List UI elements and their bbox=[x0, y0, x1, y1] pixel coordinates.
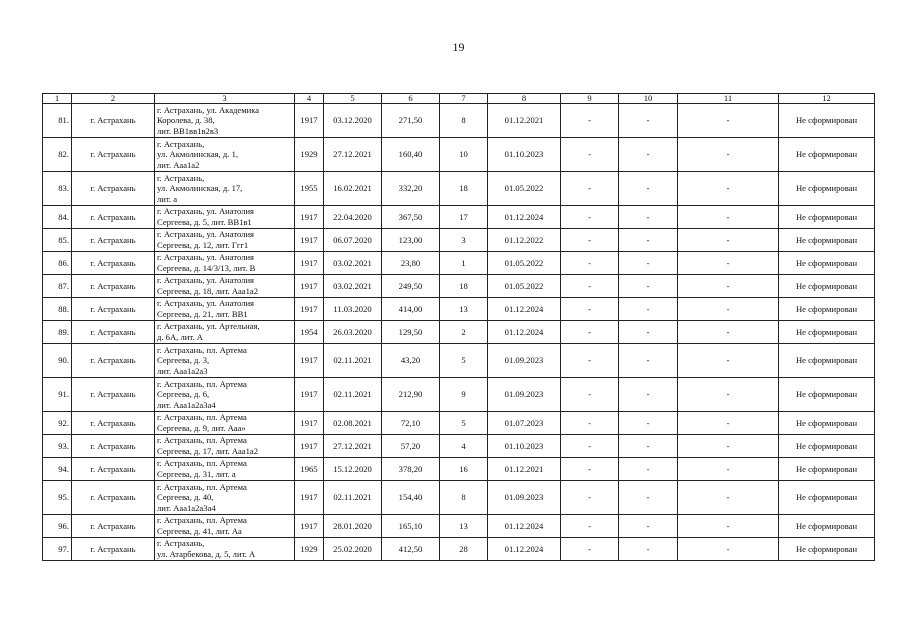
area-cell: 378,20 bbox=[382, 458, 440, 481]
column-9-cell: - bbox=[561, 104, 619, 138]
address-line: г. Астрахань, пл. Артема bbox=[157, 378, 247, 389]
column-11-cell: - bbox=[678, 515, 779, 538]
deadline-date-cell: 01.12.2024 bbox=[488, 298, 561, 321]
table-row bbox=[43, 206, 875, 229]
address-line: Сергеева, д. 21, лит. ВВ1 bbox=[157, 309, 248, 319]
address-line: Сергеева, д. 41, лит. Аа bbox=[157, 526, 242, 536]
column-11-cell: - bbox=[678, 538, 779, 561]
build-year-cell: 1954 bbox=[295, 321, 324, 344]
address-line: г. Астрахань, ул. Артельная, bbox=[157, 321, 260, 332]
build-year-cell: 1917 bbox=[295, 298, 324, 321]
residents-count-cell: 4 bbox=[440, 435, 488, 458]
city-cell: г. Астрахань bbox=[72, 298, 155, 321]
residents-count-cell: 18 bbox=[440, 172, 488, 206]
column-11-cell: - bbox=[678, 206, 779, 229]
area-cell: 43,20 bbox=[382, 344, 440, 378]
table-row bbox=[43, 435, 875, 458]
deadline-date-cell: 01.09.2023 bbox=[488, 344, 561, 378]
address-line: г. Астрахань, ул. Анатолия bbox=[157, 275, 255, 286]
inspection-date-cell: 03.12.2020 bbox=[324, 104, 382, 138]
column-11-cell: - bbox=[678, 481, 779, 515]
status-cell: Не сформирован bbox=[779, 138, 875, 172]
build-year-cell: 1955 bbox=[295, 172, 324, 206]
column-10-cell: - bbox=[619, 104, 678, 138]
column-10-cell: - bbox=[619, 378, 678, 412]
area-cell: 165,10 bbox=[382, 515, 440, 538]
address-line: г. Астрахань, ул. Анатолия bbox=[157, 298, 255, 309]
address-cell bbox=[155, 412, 295, 435]
column-11-cell: - bbox=[678, 104, 779, 138]
address-line: Сергеева, д. 40, bbox=[157, 492, 214, 503]
column-header: 3 bbox=[155, 94, 295, 104]
area-cell: 154,40 bbox=[382, 481, 440, 515]
area-cell: 249,50 bbox=[382, 275, 440, 298]
inspection-date-cell: 27.12.2021 bbox=[324, 435, 382, 458]
row-number-cell: 96. bbox=[43, 515, 72, 538]
row-number-cell: 87. bbox=[43, 275, 72, 298]
address-line: г. Астрахань, пл. Артема bbox=[157, 344, 247, 355]
deadline-date-cell: 01.12.2021 bbox=[488, 104, 561, 138]
city-cell: г. Астрахань bbox=[72, 206, 155, 229]
column-11-cell: - bbox=[678, 229, 779, 252]
inspection-date-cell: 26.03.2020 bbox=[324, 321, 382, 344]
housing-registry-table bbox=[42, 93, 875, 561]
address-cell bbox=[155, 252, 295, 275]
address-line: Сергеева, д. 17, лит. Ааа1а2 bbox=[157, 446, 259, 456]
address-cell bbox=[155, 435, 295, 458]
residents-count-cell: 16 bbox=[440, 458, 488, 481]
column-10-cell: - bbox=[619, 206, 678, 229]
address-line: г. Астрахань, пл. Артема bbox=[157, 481, 247, 492]
deadline-date-cell: 01.10.2023 bbox=[488, 435, 561, 458]
address-line: г. Астрахань, ул. Анатолия bbox=[157, 252, 255, 263]
column-9-cell: - bbox=[561, 252, 619, 275]
deadline-date-cell: 01.09.2023 bbox=[488, 481, 561, 515]
deadline-date-cell: 01.09.2023 bbox=[488, 378, 561, 412]
status-cell: Не сформирован bbox=[779, 275, 875, 298]
table-row bbox=[43, 252, 875, 275]
column-9-cell: - bbox=[561, 538, 619, 561]
column-9-cell: - bbox=[561, 435, 619, 458]
build-year-cell: 1965 bbox=[295, 458, 324, 481]
row-number-cell: 93. bbox=[43, 435, 72, 458]
city-cell: г. Астрахань bbox=[72, 275, 155, 298]
address-line: г. Астрахань, ул. Анатолия bbox=[157, 229, 255, 240]
status-cell: Не сформирован bbox=[779, 378, 875, 412]
address-cell bbox=[155, 229, 295, 252]
residents-count-cell: 18 bbox=[440, 275, 488, 298]
address-cell bbox=[155, 538, 295, 561]
status-cell: Не сформирован bbox=[779, 435, 875, 458]
table-row bbox=[43, 344, 875, 378]
deadline-date-cell: 01.12.2024 bbox=[488, 515, 561, 538]
column-header: 1 bbox=[43, 94, 72, 104]
deadline-date-cell: 01.12.2024 bbox=[488, 538, 561, 561]
build-year-cell: 1917 bbox=[295, 412, 324, 435]
table-row bbox=[43, 138, 875, 172]
residents-count-cell: 8 bbox=[440, 104, 488, 138]
build-year-cell: 1929 bbox=[295, 138, 324, 172]
address-line: Сергеева, д. 3, bbox=[157, 355, 210, 366]
build-year-cell: 1929 bbox=[295, 538, 324, 561]
residents-count-cell: 5 bbox=[440, 412, 488, 435]
column-10-cell: - bbox=[619, 298, 678, 321]
build-year-cell: 1917 bbox=[295, 481, 324, 515]
address-cell bbox=[155, 458, 295, 481]
residents-count-cell: 13 bbox=[440, 515, 488, 538]
deadline-date-cell: 01.05.2022 bbox=[488, 252, 561, 275]
column-10-cell: - bbox=[619, 275, 678, 298]
build-year-cell: 1917 bbox=[295, 252, 324, 275]
row-number-cell: 86. bbox=[43, 252, 72, 275]
status-cell: Не сформирован bbox=[779, 172, 875, 206]
table-row bbox=[43, 378, 875, 412]
column-11-cell: - bbox=[678, 252, 779, 275]
column-9-cell: - bbox=[561, 138, 619, 172]
area-cell: 367,50 bbox=[382, 206, 440, 229]
status-cell: Не сформирован bbox=[779, 458, 875, 481]
column-10-cell: - bbox=[619, 458, 678, 481]
build-year-cell: 1917 bbox=[295, 378, 324, 412]
deadline-date-cell: 01.05.2022 bbox=[488, 172, 561, 206]
address-line: г. Астрахань, bbox=[157, 172, 205, 183]
inspection-date-cell: 03.02.2021 bbox=[324, 275, 382, 298]
row-number-cell: 91. bbox=[43, 378, 72, 412]
row-number-cell: 90. bbox=[43, 344, 72, 378]
table-row bbox=[43, 275, 875, 298]
column-11-cell: - bbox=[678, 172, 779, 206]
build-year-cell: 1917 bbox=[295, 515, 324, 538]
city-cell: г. Астрахань bbox=[72, 321, 155, 344]
address-line: лит. Ааа1а2а3 bbox=[157, 365, 208, 376]
inspection-date-cell: 02.11.2021 bbox=[324, 344, 382, 378]
column-10-cell: - bbox=[619, 412, 678, 435]
inspection-date-cell: 06.07.2020 bbox=[324, 229, 382, 252]
address-line: лит. ВВ1вв1в2в3 bbox=[157, 125, 219, 136]
column-9-cell: - bbox=[561, 298, 619, 321]
column-header: 2 bbox=[72, 94, 155, 104]
column-11-cell: - bbox=[678, 275, 779, 298]
table-row bbox=[43, 172, 875, 206]
inspection-date-cell: 02.11.2021 bbox=[324, 481, 382, 515]
inspection-date-cell: 11.03.2020 bbox=[324, 298, 382, 321]
column-9-cell: - bbox=[561, 321, 619, 344]
city-cell: г. Астрахань bbox=[72, 458, 155, 481]
inspection-date-cell: 16.02.2021 bbox=[324, 172, 382, 206]
address-line: Сергеева, д. 18, лит. Ааа1а2 bbox=[157, 286, 259, 296]
row-number-cell: 88. bbox=[43, 298, 72, 321]
table-body bbox=[43, 104, 875, 561]
city-cell: г. Астрахань bbox=[72, 538, 155, 561]
status-cell: Не сформирован bbox=[779, 252, 875, 275]
address-line: г. Астрахань, ул. Академика bbox=[157, 104, 260, 115]
build-year-cell: 1917 bbox=[295, 229, 324, 252]
residents-count-cell: 5 bbox=[440, 344, 488, 378]
inspection-date-cell: 28.01.2020 bbox=[324, 515, 382, 538]
column-header: 5 bbox=[324, 94, 382, 104]
inspection-date-cell: 25.02.2020 bbox=[324, 538, 382, 561]
area-cell: 123,00 bbox=[382, 229, 440, 252]
address-line: г. Астрахань, пл. Артема bbox=[157, 435, 247, 446]
column-11-cell: - bbox=[678, 435, 779, 458]
deadline-date-cell: 01.12.2024 bbox=[488, 321, 561, 344]
status-cell: Не сформирован bbox=[779, 538, 875, 561]
residents-count-cell: 17 bbox=[440, 206, 488, 229]
area-cell: 23,80 bbox=[382, 252, 440, 275]
city-cell: г. Астрахань bbox=[72, 229, 155, 252]
address-line: лит. Ааа1а2 bbox=[157, 159, 200, 170]
address-line: Королева, д. 38, bbox=[157, 115, 215, 126]
address-cell bbox=[155, 138, 295, 172]
column-11-cell: - bbox=[678, 138, 779, 172]
column-10-cell: - bbox=[619, 138, 678, 172]
status-cell: Не сформирован bbox=[779, 321, 875, 344]
address-line: ул. Атарбекова, д. 5, лит. А bbox=[157, 549, 256, 559]
city-cell: г. Астрахань bbox=[72, 378, 155, 412]
column-10-cell: - bbox=[619, 252, 678, 275]
table-row bbox=[43, 412, 875, 435]
column-9-cell: - bbox=[561, 412, 619, 435]
row-number-cell: 83. bbox=[43, 172, 72, 206]
area-cell: 412,50 bbox=[382, 538, 440, 561]
inspection-date-cell: 22.04.2020 bbox=[324, 206, 382, 229]
deadline-date-cell: 01.07.2023 bbox=[488, 412, 561, 435]
city-cell: г. Астрахань bbox=[72, 435, 155, 458]
column-10-cell: - bbox=[619, 321, 678, 344]
table-row bbox=[43, 515, 875, 538]
address-cell bbox=[155, 104, 295, 138]
inspection-date-cell: 02.11.2021 bbox=[324, 378, 382, 412]
build-year-cell: 1917 bbox=[295, 275, 324, 298]
column-9-cell: - bbox=[561, 172, 619, 206]
table-row bbox=[43, 104, 875, 138]
address-line: Сергеева, д. 12, лит. Ггг1 bbox=[157, 240, 249, 250]
city-cell: г. Астрахань bbox=[72, 515, 155, 538]
row-number-cell: 89. bbox=[43, 321, 72, 344]
table-row bbox=[43, 538, 875, 561]
column-header: 4 bbox=[295, 94, 324, 104]
row-number-cell: 92. bbox=[43, 412, 72, 435]
column-9-cell: - bbox=[561, 378, 619, 412]
area-cell: 212,90 bbox=[382, 378, 440, 412]
address-line: Сергеева, д. 31, лит. а bbox=[157, 469, 236, 479]
address-cell bbox=[155, 481, 295, 515]
status-cell: Не сформирован bbox=[779, 104, 875, 138]
address-line: ул. Акмолинская, д. 1, bbox=[157, 149, 239, 160]
row-number-cell: 97. bbox=[43, 538, 72, 561]
build-year-cell: 1917 bbox=[295, 104, 324, 138]
table-row bbox=[43, 229, 875, 252]
inspection-date-cell: 03.02.2021 bbox=[324, 252, 382, 275]
area-cell: 414,00 bbox=[382, 298, 440, 321]
residents-count-cell: 9 bbox=[440, 378, 488, 412]
area-cell: 129,50 bbox=[382, 321, 440, 344]
build-year-cell: 1917 bbox=[295, 206, 324, 229]
inspection-date-cell: 15.12.2020 bbox=[324, 458, 382, 481]
column-header: 12 bbox=[779, 94, 875, 104]
area-cell: 57,20 bbox=[382, 435, 440, 458]
row-number-cell: 82. bbox=[43, 138, 72, 172]
column-11-cell: - bbox=[678, 378, 779, 412]
deadline-date-cell: 01.12.2021 bbox=[488, 458, 561, 481]
table-row bbox=[43, 321, 875, 344]
address-line: г. Астрахань, ул. Анатолия bbox=[157, 206, 255, 217]
column-10-cell: - bbox=[619, 229, 678, 252]
address-line: лит. Ааа1а2а3а4 bbox=[157, 502, 216, 513]
column-10-cell: - bbox=[619, 481, 678, 515]
column-header: 7 bbox=[440, 94, 488, 104]
column-9-cell: - bbox=[561, 275, 619, 298]
row-number-cell: 85. bbox=[43, 229, 72, 252]
address-line: Сергеева, д. 5, лит. ВВ1в1 bbox=[157, 217, 252, 227]
column-header: 6 bbox=[382, 94, 440, 104]
row-number-cell: 81. bbox=[43, 104, 72, 138]
table-row bbox=[43, 458, 875, 481]
residents-count-cell: 13 bbox=[440, 298, 488, 321]
address-cell bbox=[155, 275, 295, 298]
address-cell bbox=[155, 344, 295, 378]
residents-count-cell: 8 bbox=[440, 481, 488, 515]
address-line: г. Астрахань, пл. Артема bbox=[157, 458, 247, 469]
column-9-cell: - bbox=[561, 481, 619, 515]
residents-count-cell: 1 bbox=[440, 252, 488, 275]
column-number-row bbox=[43, 94, 875, 104]
address-cell bbox=[155, 321, 295, 344]
area-cell: 72,10 bbox=[382, 412, 440, 435]
column-10-cell: - bbox=[619, 515, 678, 538]
address-line: Сергеева, д. 6, bbox=[157, 389, 210, 400]
column-11-cell: - bbox=[678, 412, 779, 435]
row-number-cell: 95. bbox=[43, 481, 72, 515]
page-number: 19 bbox=[452, 40, 465, 54]
column-11-cell: - bbox=[678, 344, 779, 378]
row-number-cell: 94. bbox=[43, 458, 72, 481]
status-cell: Не сформирован bbox=[779, 298, 875, 321]
column-10-cell: - bbox=[619, 538, 678, 561]
city-cell: г. Астрахань bbox=[72, 252, 155, 275]
table-row bbox=[43, 481, 875, 515]
deadline-date-cell: 01.12.2022 bbox=[488, 229, 561, 252]
address-cell bbox=[155, 378, 295, 412]
column-10-cell: - bbox=[619, 435, 678, 458]
city-cell: г. Астрахань bbox=[72, 481, 155, 515]
address-line: лит. а bbox=[157, 193, 178, 204]
residents-count-cell: 10 bbox=[440, 138, 488, 172]
residents-count-cell: 3 bbox=[440, 229, 488, 252]
build-year-cell: 1917 bbox=[295, 344, 324, 378]
table-row bbox=[43, 298, 875, 321]
status-cell: Не сформирован bbox=[779, 481, 875, 515]
status-cell: Не сформирован bbox=[779, 412, 875, 435]
status-cell: Не сформирован bbox=[779, 515, 875, 538]
address-line: Сергеева, д. 14/3/13, лит. В bbox=[157, 263, 256, 273]
city-cell: г. Астрахань bbox=[72, 138, 155, 172]
column-9-cell: - bbox=[561, 229, 619, 252]
status-cell: Не сформирован bbox=[779, 206, 875, 229]
deadline-date-cell: 01.10.2023 bbox=[488, 138, 561, 172]
column-9-cell: - bbox=[561, 344, 619, 378]
column-header: 8 bbox=[488, 94, 561, 104]
city-cell: г. Астрахань bbox=[72, 344, 155, 378]
column-9-cell: - bbox=[561, 515, 619, 538]
residents-count-cell: 28 bbox=[440, 538, 488, 561]
address-line: г. Астрахань, пл. Артема bbox=[157, 515, 247, 526]
column-9-cell: - bbox=[561, 206, 619, 229]
city-cell: г. Астрахань bbox=[72, 104, 155, 138]
residents-count-cell: 2 bbox=[440, 321, 488, 344]
address-line: Сергеева, д. 9, лит. Ааа» bbox=[157, 423, 246, 433]
column-11-cell: - bbox=[678, 321, 779, 344]
city-cell: г. Астрахань bbox=[72, 412, 155, 435]
status-cell: Не сформирован bbox=[779, 344, 875, 378]
area-cell: 332,20 bbox=[382, 172, 440, 206]
inspection-date-cell: 02.08.2021 bbox=[324, 412, 382, 435]
column-header: 10 bbox=[619, 94, 678, 104]
address-line: ул. Акмолинская, д. 17, bbox=[157, 183, 243, 194]
address-line: г. Астрахань, bbox=[157, 138, 205, 149]
address-cell bbox=[155, 172, 295, 206]
status-cell: Не сформирован bbox=[779, 229, 875, 252]
column-10-cell: - bbox=[619, 172, 678, 206]
address-cell bbox=[155, 515, 295, 538]
deadline-date-cell: 01.05.2022 bbox=[488, 275, 561, 298]
address-line: г. Астрахань, пл. Артема bbox=[157, 412, 247, 423]
area-cell: 271,50 bbox=[382, 104, 440, 138]
column-header: 9 bbox=[561, 94, 619, 104]
column-11-cell: - bbox=[678, 458, 779, 481]
address-line: д. 6А, лит. А bbox=[157, 332, 203, 342]
address-cell bbox=[155, 206, 295, 229]
column-11-cell: - bbox=[678, 298, 779, 321]
build-year-cell: 1917 bbox=[295, 435, 324, 458]
inspection-date-cell: 27.12.2021 bbox=[324, 138, 382, 172]
row-number-cell: 84. bbox=[43, 206, 72, 229]
address-line: г. Астрахань, bbox=[157, 538, 205, 549]
column-header: 11 bbox=[678, 94, 779, 104]
column-9-cell: - bbox=[561, 458, 619, 481]
deadline-date-cell: 01.12.2024 bbox=[488, 206, 561, 229]
column-10-cell: - bbox=[619, 344, 678, 378]
address-cell bbox=[155, 298, 295, 321]
city-cell: г. Астрахань bbox=[72, 172, 155, 206]
address-line: лит. Ааа1а2а3а4 bbox=[157, 399, 216, 410]
area-cell: 160,40 bbox=[382, 138, 440, 172]
